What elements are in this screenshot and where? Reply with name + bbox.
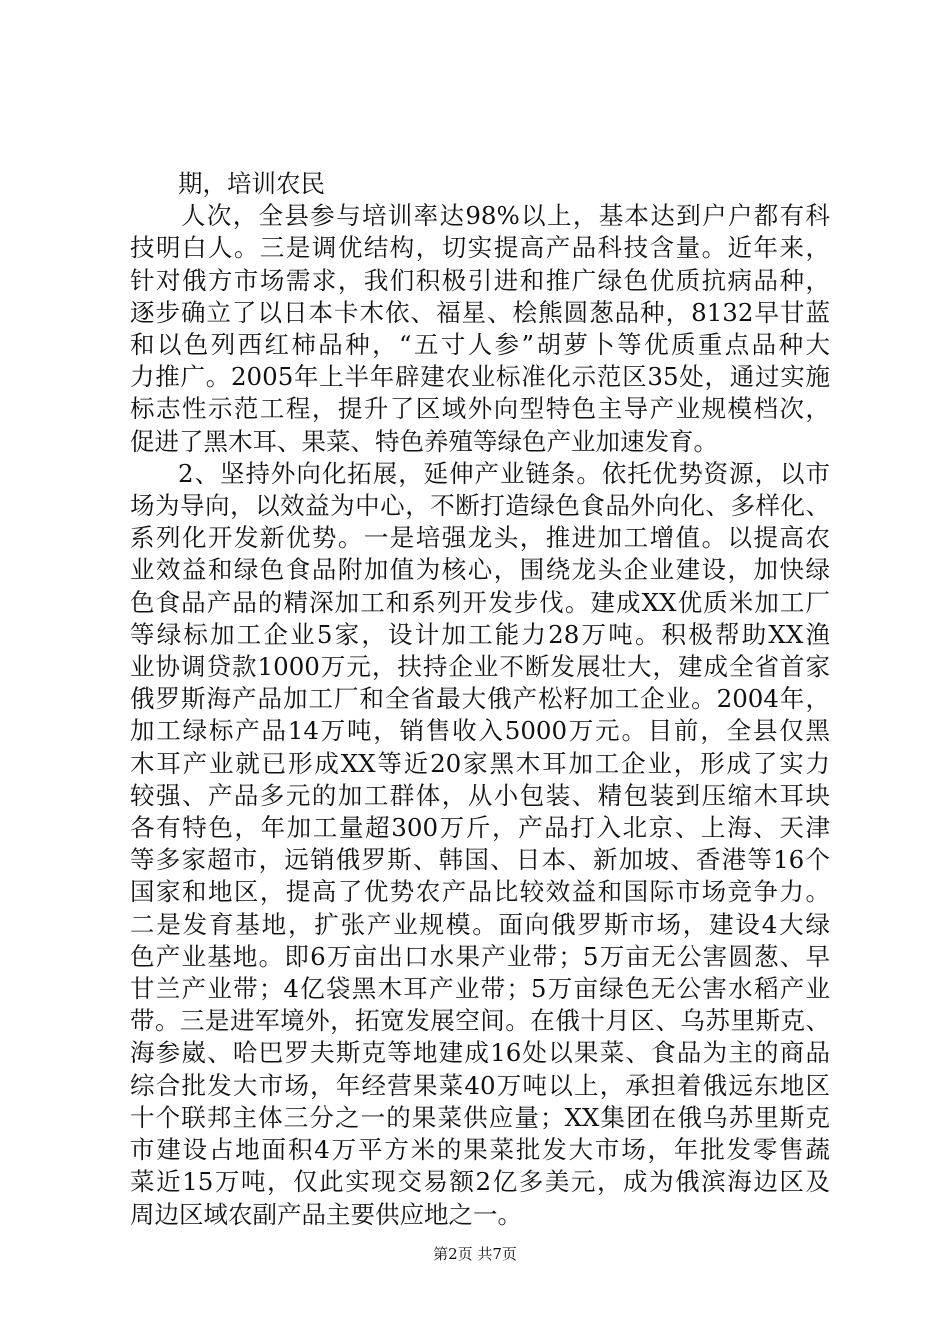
text-line: 周边区域农副产品主要供应地之一。 <box>130 1199 522 1229</box>
text-line: 十个联邦主体三分之一的果菜供应量；XX集团在俄乌苏里斯克 <box>130 1102 830 1132</box>
text-line: 业协调贷款1000万元，扶持企业不断发展壮大，建成全省首家 <box>130 652 830 682</box>
text-line: 标志性示范工程，提升了区域外向型特色主导产业规模档次， <box>130 394 830 424</box>
text-line: 逐步确立了以日本卡木依、福星、桧熊圆葱品种，8132早甘蓝 <box>130 297 830 327</box>
text-line: 二是发育基地，扩张产业规模。面向俄罗斯市场，建设4大绿 <box>130 909 830 939</box>
text-line: 技明白人。三是调优结构，切实提高产品科技含量。近年来， <box>130 233 830 263</box>
text-line: 各有特色，年加工量超300万斤，产品打入北京、上海、天津 <box>130 813 830 843</box>
text-line: 场为导向，以效益为中心，不断打造绿色食品外向化、多样化、 <box>130 491 830 521</box>
text-line: 和以色列西红柿品种，“五寸人参”胡萝卜等优质重点品种大 <box>130 330 830 360</box>
page-number-footer: 第2页 共7页 <box>433 1245 517 1263</box>
text-line: 海参崴、哈巴罗夫斯克等地建成16处以果菜、食品为主的商品 <box>130 1038 830 1068</box>
text-line: 木耳产业就已形成XX等近20家黑木耳加工企业，形成了实力 <box>130 748 830 778</box>
text-line: 针对俄方市场需求，我们积极引进和推广绿色优质抗病品种， <box>130 265 830 295</box>
text-line: 系列化开发新优势。一是培强龙头，推进加工增值。以提高农 <box>130 523 830 553</box>
text-line: 2、坚持外向化拓展，延伸产业链条。依托优势资源，以市 <box>178 458 830 488</box>
text-line: 加工绿标产品14万吨，销售收入5000万元。目前，全县仅黑 <box>130 716 830 746</box>
text-line: 等绿标加工企业5家，设计加工能力28万吨。积极帮助XX渔 <box>130 619 830 649</box>
text-line: 菜近15万吨，仅此实现交易额2亿多美元，成为俄滨海边区及 <box>130 1167 830 1197</box>
text-line: 国家和地区，提高了优势农产品比较效益和国际市场竞争力。 <box>130 877 830 907</box>
text-line: 期，培训农民 <box>178 169 325 198</box>
text-line: 人次，全县参与培训率达98%以上，基本达到户户都有科 <box>181 201 830 231</box>
text-line: 等多家超市，远销俄罗斯、韩国、日本、新加坡、香港等16个 <box>130 845 830 875</box>
text-line: 较强、产品多元的加工群体，从小包装、精包装到压缩木耳块 <box>130 780 830 810</box>
text-line: 带。三是进军境外，拓宽发展空间。在俄十月区、乌苏里斯克、 <box>130 1006 830 1036</box>
text-line: 业效益和绿色食品附加值为核心，围绕龙头企业建设，加快绿 <box>130 555 830 585</box>
text-line: 俄罗斯海产品加工厂和全省最大俄产松籽加工企业。2004年， <box>130 684 830 714</box>
text-line: 色食品产品的精深加工和系列开发步伐。建成XX优质米加工厂 <box>130 587 830 617</box>
body-text <box>130 168 830 1231</box>
text-line: 甘兰产业带；4亿袋黑木耳产业带；5万亩绿色无公害水稻产业 <box>130 974 830 1004</box>
text-line: 市建设占地面积4万平方米的果菜批发大市场，年批发零售蔬 <box>130 1135 830 1165</box>
text-line: 综合批发大市场，年经营果菜40万吨以上，承担着俄远东地区 <box>130 1070 830 1100</box>
text-line: 色产业基地。即6万亩出口水果产业带；5万亩无公害圆葱、早 <box>130 941 830 971</box>
text-line: 力推广。2005年上半年辟建农业标准化示范区35处，通过实施 <box>130 362 830 392</box>
text-line: 促进了黑木耳、果菜、特色养殖等绿色产业加速发育。 <box>130 426 718 456</box>
